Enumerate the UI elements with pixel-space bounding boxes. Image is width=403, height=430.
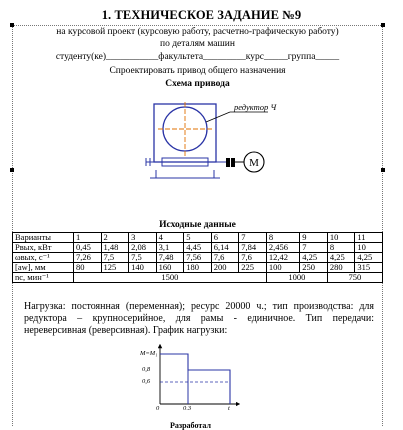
table-cell: 280 <box>327 263 355 273</box>
table-cell: ωвых, с⁻¹ <box>13 253 74 263</box>
table-cell: 80 <box>74 263 102 273</box>
table-cell: 1 <box>74 233 102 243</box>
table-cell: 160 <box>156 263 184 273</box>
table-cell: 140 <box>129 263 157 273</box>
table-cell: [aw], мм <box>13 263 74 273</box>
table-cell: 7 <box>239 233 267 243</box>
table-cell: 10 <box>327 233 355 243</box>
table-cell: 7,6 <box>239 253 267 263</box>
table-cell: 4 <box>156 233 184 243</box>
table-cell: 750 <box>327 273 382 283</box>
table-cell: 7,5 <box>101 253 129 263</box>
table-cell: 7 <box>300 243 328 253</box>
table-cell: 1,48 <box>101 243 129 253</box>
table-row <box>13 253 383 263</box>
table-cell: 8 <box>266 233 299 243</box>
table-cell: Pвых, кВт <box>13 243 74 253</box>
svg-text:M=M₁: M=M₁ <box>140 350 158 357</box>
table-cell: 6 <box>211 233 239 243</box>
label-leader <box>206 112 230 122</box>
table-cell: 12,42 <box>266 253 299 263</box>
table-cell: 2,08 <box>129 243 157 253</box>
table-cell: 225 <box>239 263 267 273</box>
table-cell: 4,25 <box>300 253 328 263</box>
table-header-row <box>13 233 383 243</box>
table-cell: 7,48 <box>156 253 184 263</box>
table-cell: 7,26 <box>74 253 102 263</box>
table-cell: 100 <box>266 263 299 273</box>
table-row <box>13 273 383 283</box>
svg-text:0: 0 <box>156 405 160 410</box>
drive-scheme-diagram <box>140 98 280 184</box>
table-cell: 0,45 <box>74 243 102 253</box>
table-cell: 3 <box>129 233 157 243</box>
svg-text:0,3: 0,3 <box>183 405 192 410</box>
table-cell: 200 <box>211 263 239 273</box>
source-data-table <box>12 232 383 283</box>
table-cell: 7,56 <box>184 253 212 263</box>
subtitle-line: на курсовой проект (курсовую работу, расчетно-графическую работу) <box>56 27 339 37</box>
table-cell: 125 <box>101 263 129 273</box>
document-title: 1. ТЕХНИЧЕСКОЕ ЗАДАНИЕ №9 <box>101 8 302 22</box>
load-step-line <box>160 354 230 404</box>
load-paragraph: Нагрузка: постоянная (переменная); ресурс 20000 ч.; тип производства: для редуктора – крупносерийное, для рамы - единичное. Тип передачи: нереверсивная (реверсивная). График нагрузки: <box>24 301 374 336</box>
svg-text:0,8: 0,8 <box>142 366 151 373</box>
table-cell: 4,45 <box>184 243 212 253</box>
table-cell: 10 <box>355 243 383 253</box>
table-cell: 180 <box>184 263 212 273</box>
frame-side-mark <box>10 168 14 172</box>
load-graph <box>140 342 240 410</box>
student-line: студенту(ке)___________факультета_________курс_____группа_____ <box>55 52 340 62</box>
table-cell: 2,456 <box>266 243 299 253</box>
table-cell: 7,84 <box>239 243 267 253</box>
table-cell: 1500 <box>74 273 267 283</box>
table-cell: 9 <box>300 233 328 243</box>
table-cell: 1000 <box>266 273 327 283</box>
frame-side-mark <box>381 168 385 172</box>
scheme-heading: Схема привода <box>165 79 230 89</box>
table-cell: 5 <box>184 233 212 243</box>
table-cell: 6,14 <box>211 243 239 253</box>
table-cell: nс, мин⁻¹ <box>13 273 74 283</box>
table-cell: 3,1 <box>156 243 184 253</box>
svg-text:0,6: 0,6 <box>142 378 151 385</box>
footer-cut-text: Разработал <box>170 421 211 430</box>
table-row <box>13 263 383 273</box>
motor-label: М <box>249 157 259 169</box>
table-cell: 11 <box>355 233 383 243</box>
table-cell: 250 <box>300 263 328 273</box>
svg-text:t: t <box>228 405 230 410</box>
reducer-label: редуктор Ч <box>234 102 277 112</box>
coupling-half <box>226 158 230 167</box>
table-cell: Варианты <box>13 233 74 243</box>
table-row <box>13 243 383 253</box>
table-cell: 4,25 <box>327 253 355 263</box>
table-cell: 315 <box>355 263 383 273</box>
table-cell: 7,5 <box>129 253 157 263</box>
table-heading: Исходные данные <box>159 220 236 230</box>
task-line: Спроектировать привод общего назначения <box>109 66 286 76</box>
table-cell: 4,25 <box>355 253 383 263</box>
table-cell: 8 <box>327 243 355 253</box>
table-cell: 2 <box>101 233 129 243</box>
coupling-half <box>231 158 235 167</box>
subject-line: по деталям машин <box>160 39 235 49</box>
table-cell: 7,6 <box>211 253 239 263</box>
